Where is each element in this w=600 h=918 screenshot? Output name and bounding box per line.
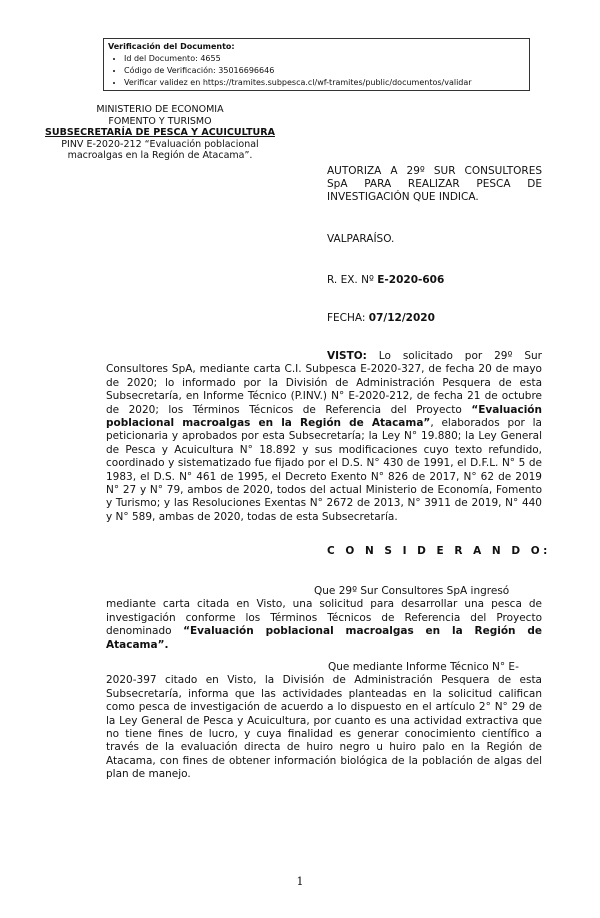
paragraph-2-first-line: Que mediante Informe Técnico N° E- <box>328 661 519 673</box>
resolution-label: R. EX. Nº <box>327 274 378 286</box>
verification-id: • Id del Documento: 4655 <box>124 53 525 65</box>
city-line: VALPARAÍSO. <box>327 233 395 245</box>
verification-url[interactable]: • Verificar validez en https://tramites.subpesca.cl/wf-tramites/public/documentos/validar <box>124 77 525 89</box>
organization-header <box>35 104 285 162</box>
visto-label: VISTO: <box>327 350 367 362</box>
authorization-heading: AUTORIZA A 29º SUR CONSULTORES SpA PARA REALIZAR PESCA DE INVESTIGACIÓN QUE INDICA. <box>327 165 542 203</box>
project-ref-line: PINV E-2020-212 “Evaluación poblacional <box>61 138 259 150</box>
visto-text-2: , elaborados por la peticionaria y aprobados por esta Subsecretaría; la Ley N° 19.880; la Ley General de Pesca y Acuicultura N° 18.892 y sus modificaciones cuyo texto refundido, coordinado y sistematizado fue fijado por el D.S. N° 430 de 1991, el D.F.L. N° 5 de 1983, el D.S. N° 461 de 1995, el Decreto Exento N° 826 de 2017, N° 62 de 2019 N° 27 y N° 79, ambos de 2020, todos del actual Ministerio de Economía, Fomento y Turismo; y las Resoluciones Exentas N° 2672 de 2013, N° 3911 de 2019, N° 440 y N° 589, ambas de 2020, todas de esta Subsecretaría. <box>106 417 542 523</box>
resolution-line <box>327 274 444 287</box>
verification-code: • Código de Verificación: 35016696646 <box>124 65 525 77</box>
verification-title: Verificación del Documento: <box>108 42 235 51</box>
visto-project-name: “Evaluación poblacional macroalgas en la Región de Atacama” <box>106 403 542 430</box>
subsecretaria-line: SUBSECRETARÍA DE PESCA Y ACUICULTURA <box>45 127 275 138</box>
verification-list <box>108 53 525 89</box>
date-line <box>327 312 435 325</box>
project-ref-line-2: macroalgas en la Región de Atacama”. <box>67 150 253 161</box>
visto-paragraph <box>106 350 542 524</box>
paragraph-2-text: 2020-397 citado en Visto, la División de Administración Pesquera de esta Subsecretaría, informa que las actividades planteadas en la solicitud califican como pesca de investigación de acuerdo a lo dispuesto en el artículo 2° N° 29 de la Ley General de Pesca y Acuicultura, por cuanto es una actividad extractiva que no tiene fines de lucro, y cuya finalidad es generar conocimiento científico a través de la evaluación directa de huiro negro u huiro palo en la Región de Atacama, con fines de obtener información biológica de la población de algas del plan de manejo. <box>106 674 542 781</box>
resolution-number: E-2020-606 <box>377 274 445 286</box>
ministry-line-2: FOMENTO Y TURISMO <box>108 115 212 127</box>
visto-text: Lo solicitado por 29º Sur Consultores SpA, mediante carta C.I. Subpesca E-2020-327, de fecha 20 de mayo de 2020; lo informado por la División de Administración Pesquera de esta Subsecretaría, en Informe Técnico (P.INV.) N° E-2020-212, de fecha 21 de octubre de 2020; los Términos Técnicos de Referencia del Proyecto <box>106 350 542 416</box>
page-number: 1 <box>296 875 304 888</box>
verification-box <box>103 38 530 91</box>
considerando-title: C O N S I D E R A N D O: <box>327 545 551 557</box>
paragraph-1-project: “Evaluación poblacional macroalgas en la Región de Atacama”. <box>106 625 543 651</box>
paragraph-1-first-line: Que 29º Sur Consultores SpA ingresó <box>314 585 510 597</box>
ministry-line: MINISTERIO DE ECONOMIA <box>96 104 224 115</box>
date-value: 07/12/2020 <box>368 312 435 324</box>
paragraph-1-text: mediante carta citada en Visto, una solicitud para desarrollar una pesca de investigación conforme los Términos Técnicos de Referencia del Proyecto denominado <box>106 598 542 638</box>
considerando-paragraph-2 <box>106 661 542 782</box>
date-label: FECHA: <box>327 312 369 324</box>
considerando-paragraph-1 <box>106 585 542 652</box>
